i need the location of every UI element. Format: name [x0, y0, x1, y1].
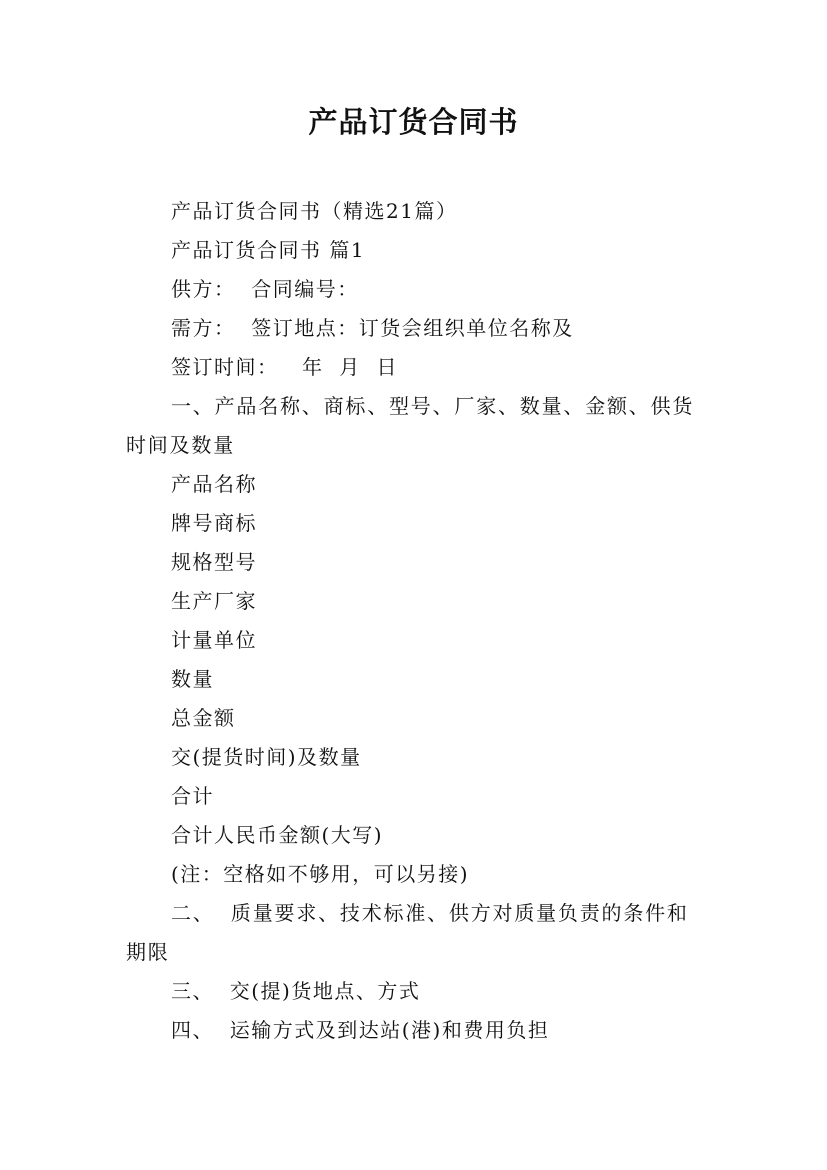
paragraph-clause-3: 三、 交(提)货地点、方式	[171, 979, 421, 1003]
paragraph-clause-2: 二、 质量要求、技术标准、供方对质量负责的条件和期限	[126, 901, 689, 964]
paragraph-total-amount: 总金额	[171, 706, 236, 730]
document-body	[126, 192, 706, 1050]
paragraph-delivery-time: 交(提货时间)及数量	[171, 745, 362, 769]
document-title: 产品订货合同书	[308, 105, 519, 139]
paragraph-note: (注：空格如不够用，可以另接)	[171, 862, 470, 886]
paragraph-subtitle: 产品订货合同书（精选21篇）	[171, 199, 458, 223]
paragraph-buyer: 需方： 签订地点：订货会组织单位名称及	[171, 316, 574, 340]
paragraph-spec-model: 规格型号	[171, 550, 257, 574]
paragraph-product-name: 产品名称	[171, 472, 257, 496]
paragraph-manufacturer: 生产厂家	[171, 589, 257, 613]
paragraph-supplier: 供方： 合同编号：	[171, 277, 359, 301]
paragraph-total-rmb: 合计人民币金额(大写)	[171, 823, 384, 847]
paragraph-clause-1: 一、产品名称、商标、型号、厂家、数量、金额、供货时间及数量	[126, 394, 695, 457]
paragraph-unit: 计量单位	[171, 628, 257, 652]
paragraph-sign-date: 签订时间： 年 月 日	[171, 355, 399, 379]
paragraph-section-heading: 产品订货合同书 篇1	[171, 238, 366, 262]
paragraph-brand: 牌号商标	[171, 511, 257, 535]
paragraph-quantity: 数量	[171, 667, 214, 691]
paragraph-total: 合计	[171, 784, 214, 808]
paragraph-clause-4: 四、 运输方式及到达站(港)和费用负担	[171, 1018, 550, 1042]
